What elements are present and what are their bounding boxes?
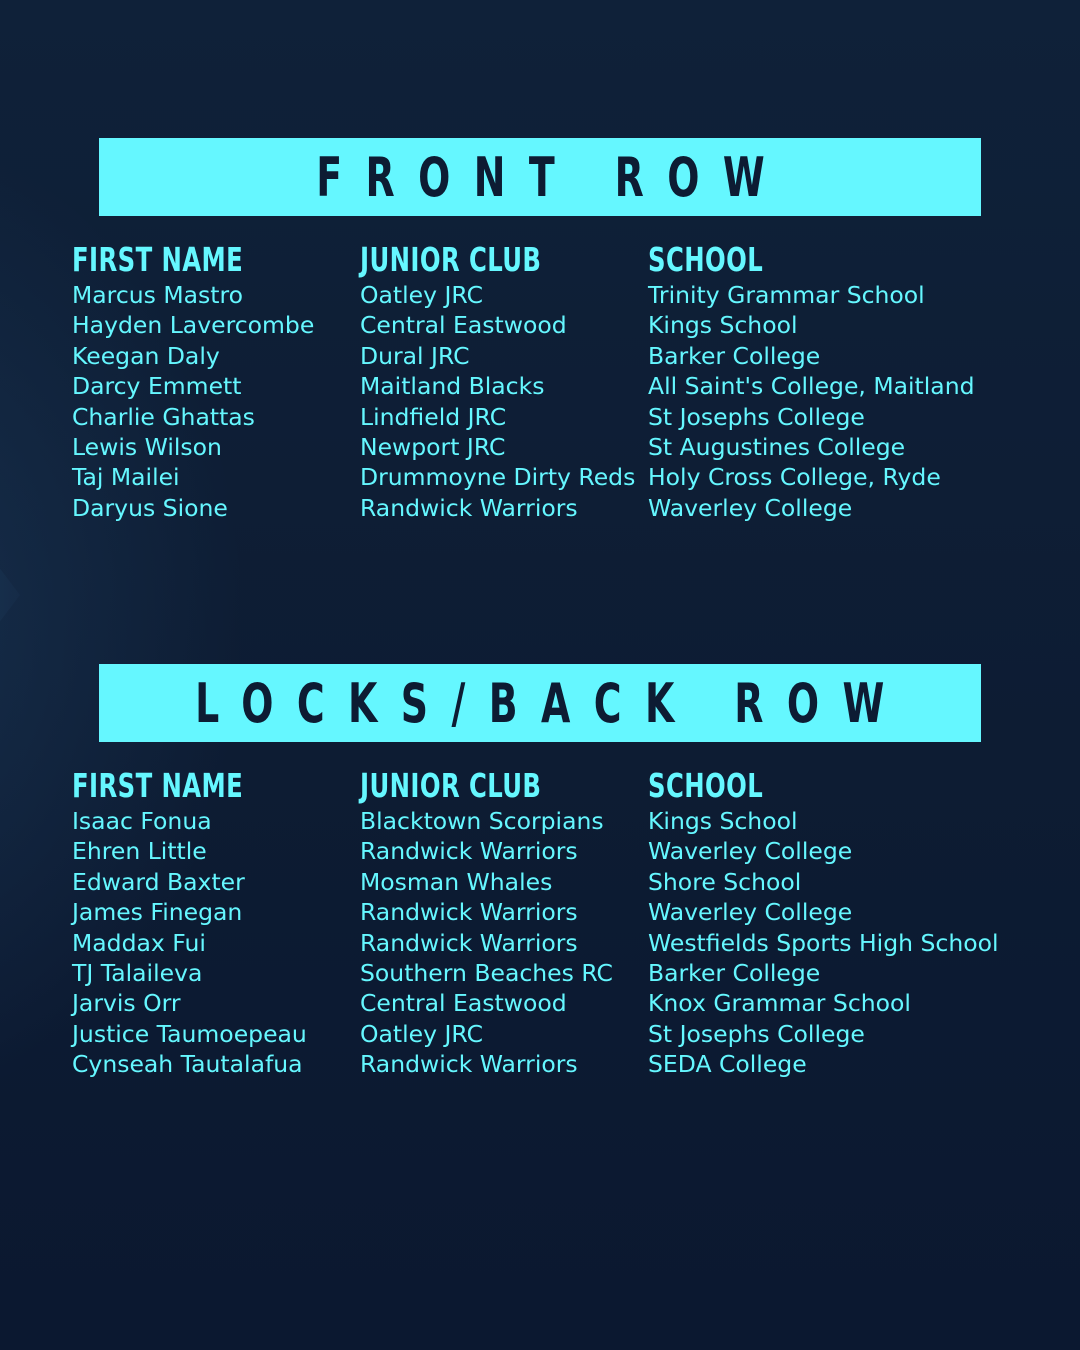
table-cell-name: Marcus Mastro [72, 281, 244, 309]
table-cell-club: Southern Beaches RC [360, 959, 613, 988]
table-cell-name: Jarvis Orr [72, 989, 181, 1018]
table-cell-name: Lewis Wilson [72, 433, 222, 462]
section-title: LOCKS/BACK ROW [195, 671, 908, 735]
table-cell-name: Justice Taumoepeau [72, 1019, 307, 1048]
table-cell-school: Westfields Sports High School [648, 928, 999, 957]
table-cell-school: Waverley College [648, 493, 853, 522]
table-cell-name: TJ Talaileva [72, 959, 203, 988]
table-cell-school: SEDA College [648, 1050, 807, 1079]
table-cell-school: Knox Grammar School [648, 989, 911, 1018]
table-cell-club: Randwick Warriors [360, 928, 578, 957]
table-cell-school: All Saint's College, Maitland [648, 372, 975, 401]
table-cell-club: Central Eastwood [360, 311, 567, 340]
table-cell-club: Lindfield JRC [360, 402, 507, 431]
column-school [648, 766, 999, 1080]
table-cell-name: Charlie Ghattas [72, 402, 255, 431]
table-cell-school: Trinity Grammar School [648, 281, 925, 309]
table-cell-name: Isaac Fonua [72, 807, 212, 835]
table-cell-name: Daryus Sione [72, 493, 228, 522]
column-header-first-name: FIRST NAME [72, 240, 244, 279]
table-cell-school: Waverley College [648, 837, 853, 866]
background-chevron-decoration [0, 410, 20, 780]
section-banner [99, 664, 981, 742]
table-cell-club: Newport JRC [360, 433, 506, 462]
table-cell-school: Barker College [648, 341, 821, 370]
column-first-name [72, 766, 307, 1080]
table-cell-name: Ehren Little [72, 837, 207, 866]
table-cell-club: Randwick Warriors [360, 1050, 578, 1079]
table-cell-club: Mosman Whales [360, 867, 553, 896]
table-cell-club: Randwick Warriors [360, 898, 578, 927]
table-cell-name: Taj Mailei [72, 463, 180, 492]
table-cell-school: St Josephs College [648, 1019, 865, 1048]
column-first-name [72, 240, 314, 523]
table-cell-school: Waverley College [648, 898, 853, 927]
table-cell-school: Kings School [648, 807, 798, 835]
table-cell-club: Drummoyne Dirty Reds [360, 463, 636, 492]
table-cell-school: St Josephs College [648, 402, 865, 431]
column-header-school: SCHOOL [648, 240, 764, 279]
table-cell-name: James Finegan [72, 898, 243, 927]
table-cell-school: St Augustines College [648, 433, 906, 462]
table-cell-name: Cynseah Tautalafua [72, 1050, 303, 1079]
table-cell-school: Barker College [648, 959, 821, 988]
column-junior-club [360, 240, 635, 523]
column-header-first-name: FIRST NAME [72, 766, 244, 805]
section-title: FRONT ROW [315, 145, 788, 209]
column-school [648, 240, 975, 523]
column-junior-club [360, 766, 613, 1080]
table-cell-school: Kings School [648, 311, 798, 340]
column-header-junior-club: JUNIOR CLUB [360, 766, 542, 805]
table-cell-school: Holy Cross College, Ryde [648, 463, 941, 492]
table-cell-name: Maddax Fui [72, 928, 206, 957]
table-cell-club: Dural JRC [360, 341, 470, 370]
column-header-junior-club: JUNIOR CLUB [360, 240, 542, 279]
table-cell-club: Blacktown Scorpians [360, 807, 604, 835]
table-cell-club: Oatley JRC [360, 1019, 483, 1048]
table-cell-club: Oatley JRC [360, 281, 483, 309]
table-cell-name: Keegan Daly [72, 341, 220, 370]
section-banner [99, 138, 981, 216]
table-cell-club: Maitland Blacks [360, 372, 545, 401]
table-cell-name: Edward Baxter [72, 867, 245, 896]
table-cell-club: Randwick Warriors [360, 493, 578, 522]
table-cell-club: Randwick Warriors [360, 837, 578, 866]
table-cell-club: Central Eastwood [360, 989, 567, 1018]
table-cell-name: Hayden Lavercombe [72, 311, 315, 340]
table-cell-school: Shore School [648, 867, 802, 896]
column-header-school: SCHOOL [648, 766, 764, 805]
table-cell-name: Darcy Emmett [72, 372, 242, 401]
